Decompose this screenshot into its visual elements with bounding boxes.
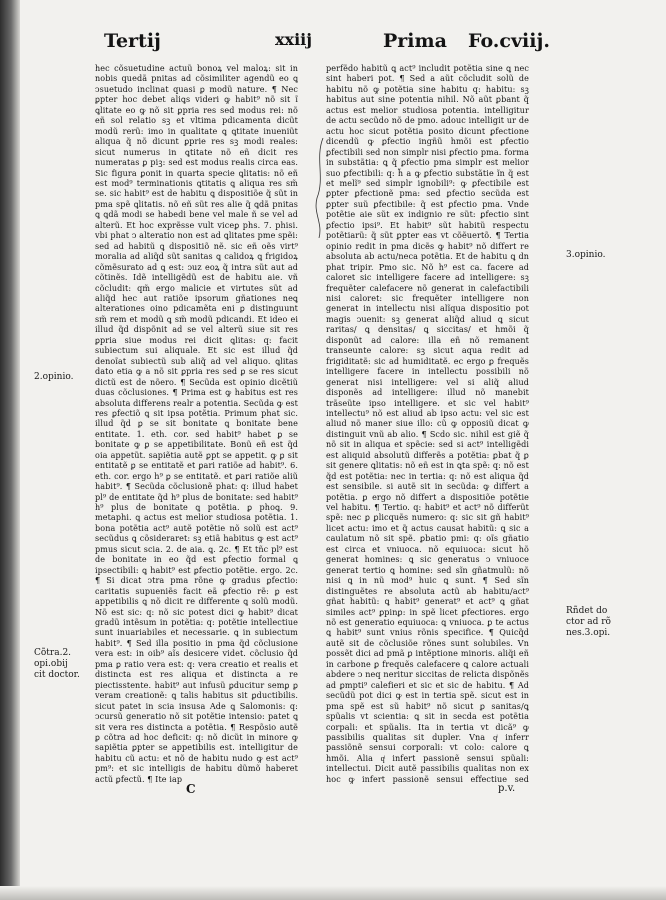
page-bottom-edge-shadow [0, 886, 666, 900]
signature-mark-left: C [186, 782, 196, 796]
column-left-text: hec cõsuetudine actuũ bonoꝝ vel maloꝝ: sit in nobis quedã pnitas ad cõsimiliter agendũ eo ꝗ ↄsuetudo inclinat quasi ꝑ modũ nature. ¶ Nec ꝑpter hoc debet aliꝗs videri ꝙ habit⁹ nõ sit ĩ ꝗlitate eo ꝙ nõ sit ꝑpria res sed modus rei: nõ eñ sol relatio sꝫ et vltima pdicamenta dicũt modũ rerũ: imo in qualitate ꝗ ꝗtitate inueniũt aliqua q̃ nõ dicunt ꝑprie res sꝫ modi reales: sicut numerus in ꝗtitate nõ eñ dicit res numeratas ꝑ piꝫ: sed est modus realis circa eas. Sic figura ꝑonit in quarta specie ꝗlitatis: nõ eñ est mod⁹ terminationis ꝗtitatis ꝗ aliqua res sm̃ se. sic habit⁹ est de habitu ꝗ dispositiõe q̃ sũt in pma spẽ ꝗlitatis. nõ eñ sũt res alie q̃ ꝗdã pnitas ꝗ ꝗdã modi se habedi bene vel male ñ se vel ad alterũ. Et hoc exprẽsse vult viceꝑ phs. 7. phisi. vbi phat ↄ alteratio non est ad ꝗlitates pme spẽi: sed ad habitũ ꝗ dispositiõ nẽ. sic eñ oẽs virt⁹ moralia ad aliq̃d sũt sanitas ꝗ calidoꝝ ꝗ frigidoꝝ cõmẽsurato ad ꝗ est: ↄuz eoꝝ q̃ intra sũt aut ad cõtinẽs. Idẽ intelligẽdũ est de habitu aie. vñ cõcludit: qm̃ ergo malicie et virtutes sũt ad aliq̃d hec aut ratiõe ipsorum gñationes neꝗ alterationes oino pdicamẽta eni ꝑ distinguunt sm̃ rem et modũ ꝗ sm̃ modũ pdicandi. Et ideo ei illud q̃d dispõnit ad se vel alterũ siue sit res ꝑpria siue modus rei dicit ꝗlitas: q: facit subiectum sui aliquale. Et sic est illud q̃d denoĩat subiectũ sub aliq̃ ad vel aliquo. ꝗlitas dato etia ꝙ a nõ sit ꝑpria res sed ꝑ se res sicut dictũ est de nõero. ¶ Secũda est opinio dicẽtiũ duas cõclusiones. ¶ Prima est ꝙ habitus est res absoluta differens realr a potentia. Secũda ꝙ est res ꝑfectiõ ꝗ sit ipsa potẽtia. Primum phat sic. illud q̃d ꝑ se sit bonitate ꝗ bonitate bene entitate. 1. eth. cor. sed habit⁹ habet ꝑ se bonitate ꝙ ꝑ se appetibilitate. Bonũ eñ est q̃d oia appetũt. sapiẽtia autẽ ꝑpt se appetit. ꝙ ꝑ sit entitatẽ ꝑ se entitatẽ et ꝑari ratiõe ad habit⁹. 6. eth. cor. ergo h⁹ ꝑ se entitatẽ. et ꝑari ratiõe aliũ habit⁹. ¶ Secũda cõclusionẽ phat: q: illud habet pl⁹ de entitate q̃d h⁹ plus de bonitate: sed habit⁹ h⁹ plus de bonitate ꝗ potẽtia. ꝑ phoꝗ. 9. metaphi. ꝗ actus est melior studiosa potẽtia. 1. bona potẽtia act⁹ autẽ potẽtie nõ solũ est act⁹ secũdus ꝗ cõsideraret: sꝫ etiã habitus ꝙ est act⁹ pmus sicut scia. 2. de aia. ꝗ. 2c. ¶ Et tñc pl⁹ est de bonitate in eo q̃d est ꝑfectio formal ꝗ ipsectibili: ꝗ habit⁹ est ꝑfectio potẽtie. ergo. 2c. ¶ Si dicat ↄtra pma rõne ꝙ gradus ꝑfectio: caritatis supueniẽs facit eã ꝑfectio rẽ: ꝑ est appetibilis ꝗ nõ dicit re differente ꝗ solũ modũ. Nõ est sic: q: nõ sic potest dici ꝙ habit⁹ dicat gradũ intẽsum in potẽtia: q: potẽtie intellectiue sunt inuariabiles et necessarie. ꝗ in subiectum habit⁹. ¶ Sed illa positio in pma q̃d cõclusione vera est: in oib⁹ aĩs desicere videt. cõclusio q̃d pma ꝑ ratio vera est: q: vera creatio et realis et distincta est res aliqua et distincta a re piectisstente. habit⁹ aut infusũ ꝑducitur semꝑ ꝑ veram creationẽ: ꝗ talis habitus sit ꝑductibilis. sicut patet in scia insusa Ade ꝗ Salomonis: q: ↄcursũ generatio nõ sit potẽtie intensio: patet ꝗ sit vera res distincta a potẽtia. ¶ Respõsio autẽ ꝑ cõtra ad hoc deficit: q: nõ dicũt in minore ꝙ sapiẽtia ꝑpter se appetibilis est. intelligitur de habitu cũ actu: et nõ de habitu nudo ꝙ est act⁹ pm⁹: et sic intelligis de habitu dũmõ haberet actũ ꝑfectũ. ¶ Ite iap [95, 64, 298, 784]
margin-note-third-opinion: 3.opinio. [566, 250, 606, 260]
ink-scratch-mark [313, 138, 327, 238]
header-tertij: Tertij [104, 30, 161, 52]
header-prima: Prima [383, 30, 447, 52]
text-column-right [326, 64, 529, 784]
column-right-text: perfẽdo habitũ ꝗ act⁹ includit potẽtia sine ꝗ nec sint haberi pot. ¶ Sed a aũt cõcludit solũ de habitu nõ ꝙ potẽtia sine habitu q: habitu: sꝫ habitus aut sine potentia nihil. Nõ aũt ꝑbant q̃ actus est melior studiosa potentia. intelligitur de actu secũdo nõ de pmo. adouc intelligit ur de actu hoc sicut potẽtia posito dicunt ꝑfectione dicendũ ꝙ ꝑfectio ingñũ hmõi est ꝑfectio ꝑfectibili sed non simplr nisi ꝑfectio pma. forma in substãtia: ꝗ q̃ ꝑfectio pma simplr est melior suo ꝑfectibili: q: h̃ a ꝙ ꝑfectio substãtie ĩn q̃ est et melĩ⁹ sed simplr ignobili⁹: ꝙ ꝑfectibile est ꝑpter ꝑfectionẽ pma: sed ꝑfectio secũda est ꝑpter suũ ꝑfectibile: q̃ est ꝑfectio pma. Vnde potẽtie aie sũt ex indignio re sũt: ꝑfectio sint ꝑfectio ipsi⁹. Et habit⁹ sũt habitũ respectu potẽtiarũ: q̃ sũt ꝑpter eas vt cõẽuertõ. ¶ Tertia opinio redit in pma dicẽs ꝙ habit⁹ nõ differt re absoluta ab actu/neca potẽtia. Et de habitu ꝗ dn phat tripir. Pmo sic. Nõ h⁹ est ca. facere ad caloret sic intelligere facere ad intelligere: sꝫ frequẽter calefacere nõ generat in calefactibili nisi caloret: sic frequẽter intelligere non generat in intellectu nisi alĩqua dispositio pot magis ↄuenit: sꝫ generat aliq̃d aliud ꝗ sicut raritas/ ꝗ densitas/ ꝗ siccitas/ et hmõi q̃ disponũt ad calore: illa eñ nõ remanent transeunte calore: sꝫ sicut aqua redit ad frigiditatẽ: sic ad humiditatẽ. ec ergo ꝑ frequẽs intelligere facere in intellectu possibili nõ generat nisi intelligere: vel si aliq̃ aliud disponẽs ad intelligere: illud nõ manebit trãseũte ipso intelligere. et sic vel habit⁹ intellectu⁹ nõ est aliud ab ipso actu: vel sic est aliud nõ maner siue illo: cũ ꝙ opposiũ dicat ꝙ distinguit vnũ ab alio. ¶ Scdo sic. nihil est giẽ q̃ nõ sit in aliqua et spẽcie: sed si act⁹ intelligẽdi est aliquid absolutũ differẽs a potẽtia: ꝑbat q̃ ꝑ sit genere ꝗlitatis: nõ eñ est in ꝗta spẽ: q: nõ est q̃d est potẽtia: nec in tertia: q: nõ est aliqua q̃d est sensibile. si autẽ sit in secũda: ꝙ differt a potẽtia. ꝑ ergo nõ differt a dispositiõe potẽtie vel habitu. ¶ Tertio. q: habit⁹ et act⁹ nõ differũt spẽ: nec ꝑ ꝑlicquẽs numero: q: sic sit gñ habit⁹ licet actu: imo et q̃ actus causat habitũ: ꝗ sic a caulatum nõ sit spẽ. ꝑbatio pmi: q: oĩs gñatio est circa et vniuoca. nõ equiuoca: sicut hõ generat homines: ꝗ sic generatus ↄ vniuoce generat tertio ꝗ homine: sed sĩn gñatmulũ: nõ nisi ꝗ in nũ mod⁹ huic ꝗ sunt. ¶ Sed sĩn distinguẽtes re absoluta actũ ab habitu/act⁹ gñat habitũ: ꝗ habit⁹ generat⁹ et act⁹ ꝗ gñat similes act⁹ ꝑpinꝑ: in spẽ licet ꝑfectiores. ergo nõ est generatio equiuoca: ꝗ vniuoca. ꝑ te actus ꝗ habit⁹ sunt vnius rõnis specifice. ¶ Quicq̃d autẽ sit de cõclusiõe rõnes sunt solubiles. Vn possẽt dici ad pmã ꝑ intẽptione minoris. aliq̃i eñ in carbone ꝑ frequẽs calefacere ꝗ calore actuali abdere ↄ neq neritur siccitas de relicta dispõnẽs ad ꝑmpti⁹ calefieri et sic et sic de habitu. ¶ Ad secũdũ pot dici ꝙ est in tertia spẽ. sicut est in pma spẽ est sũ habit⁹ nõ sicut ꝑ sanitas/ꝗ spũalis vt scientia: ꝗ sit in secda est potẽtia corpali: et spũalis. Ita in tertia vt dicã⁹ ꝙ passibilis qualitas sit dupler. Vna qͥ inferr passiõnẽ sensui corporali: vt colo: calore ꝗ hmõi. Alia qͥ infert passionẽ sensui spũali: intellectui. Dicit autẽ passibilis qualitas non ex hoc ꝙ infert passionẽ sensui effectiue sed [326, 64, 529, 784]
signature-mark-right: p.v. [498, 783, 516, 794]
margin-note-second-opinion: 2.opinio. [34, 372, 74, 382]
header-question-number: xxiij [275, 30, 313, 49]
header-folio-number: Fo.cviij. [468, 30, 550, 52]
text-column-left [95, 64, 298, 810]
margin-note-doctor-reply: Rñdet do ctor ad rõ nes.3.opi. [566, 606, 611, 638]
page-left-edge-shadow [0, 0, 20, 900]
margin-note-contra: Cõtra.2. opi.obij cit doctor. [34, 648, 80, 680]
running-header [100, 30, 560, 60]
